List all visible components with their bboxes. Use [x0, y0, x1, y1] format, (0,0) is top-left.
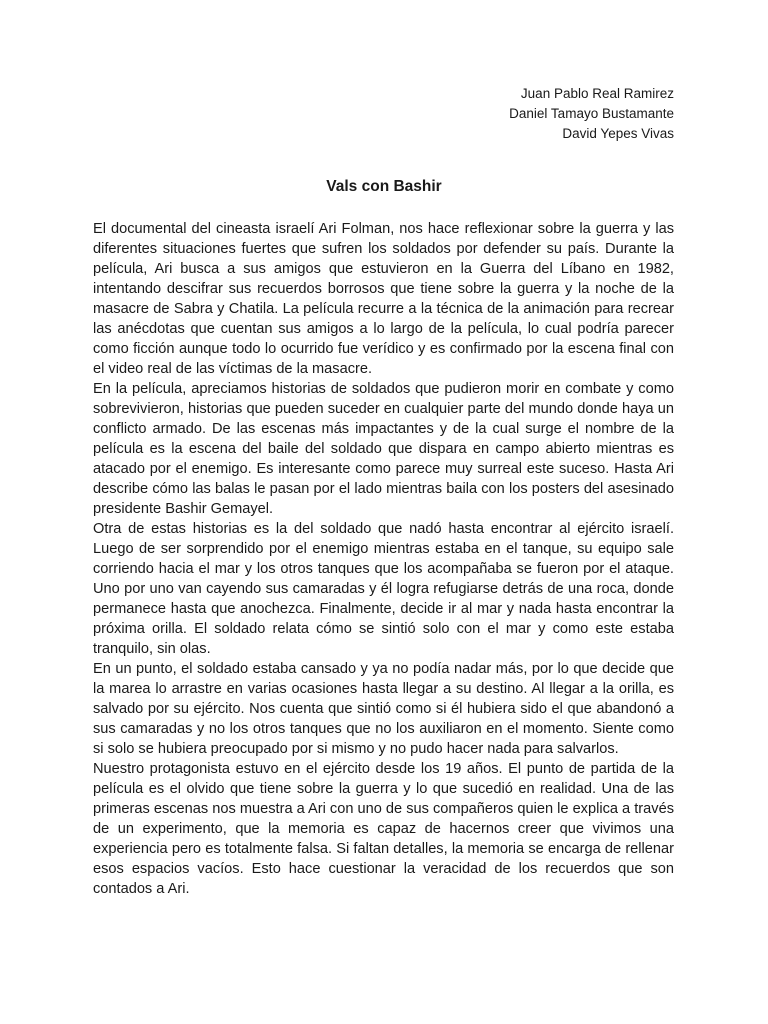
document-body — [93, 219, 674, 899]
body-paragraph: En la película, apreciamos historias de soldados que pudieron morir en combate y como sobrevivieron, historias que pueden suceder en cualquier parte del mundo donde haya un conflicto armado. De las escenas más impactantes y de la cual surge el nombre de la película es la escena del baile del soldado que dispara en campo abierto mientras es atacado por el enemigo. Es interesante como parece muy surreal este suceso. Hasta Ari describe cómo las balas le pasan por el lado mientras baila con los posters del asesinado presidente Bashir Gemayel. — [93, 381, 674, 517]
body-paragraph: El documental del cineasta israelí Ari Folman, nos hace reflexionar sobre la guerra y las diferentes situaciones fuertes que sufren los soldados por defender su país. Durante la película, Ari busca a sus amigos que estuvieron en la Guerra del Líbano en 1982, intentando descifrar sus recuerdos borrosos que tiene sobre la guerra y la noche de la masacre de Sabra y Chatila. La película recurre a la técnica de la animación para recrear las anécdotas que cuentan sus amigos a lo largo de la película, lo cual podría parecer como ficción aunque todo lo ocurrido fue verídico y es confirmado por la escena final con el video real de las víctimas de la masacre. — [93, 221, 674, 377]
body-paragraph: Otra de estas historias es la del soldado que nadó hasta encontrar al ejército israelí. Luego de ser sorprendido por el enemigo mientras estaba en el tanque, su equipo sale corriendo hacia el mar y los otros tanques que los acompañaba se fueron por el ataque. Uno por uno van cayendo sus camaradas y él logra refugiarse detrás de una roca, donde permanece hasta que anochezca. Finalmente, decide ir al mar y nada hasta encontrar la próxima orilla. El soldado relata cómo se sintió solo con el mar y como este estaba tranquilo, sin olas. — [93, 521, 674, 657]
body-paragraph: En un punto, el soldado estaba cansado y ya no podía nadar más, por lo que decide que la marea lo arrastre en varias ocasiones hasta llegar a su destino. Al llegar a la orilla, es salvado por su ejército. Nos cuenta que sintió como si él hubiera sido el que abandonó a sus camaradas y no los otros tanques que no los auxiliaron en el momento. Siente como si solo se hubiera preocupado por si mismo y no pudo hacer nada para salvarlos. — [93, 661, 674, 757]
author-name: David Yepes Vivas — [562, 126, 674, 141]
body-paragraph: Nuestro protagonista estuvo en el ejército desde los 19 años. El punto de partida de la película es el olvido que tiene sobre la guerra y lo que sucedió en realidad. Una de las primeras escenas nos muestra a Ari con uno de sus compañeros quien le explica a través de un experimento, que la memoria es capaz de hacernos creer que vivimos una experiencia pero es totalmente falsa. Si faltan detalles, la memoria se encarga de rellenar esos espacios vacíos. Esto hace cuestionar la veracidad de los recuerdos que son contados a Ari. — [93, 761, 674, 897]
document-title: Vals con Bashir — [326, 178, 442, 195]
author-name: Juan Pablo Real Ramirez — [520, 86, 674, 101]
author-list — [509, 84, 674, 144]
author-name: Daniel Tamayo Bustamante — [509, 106, 674, 121]
